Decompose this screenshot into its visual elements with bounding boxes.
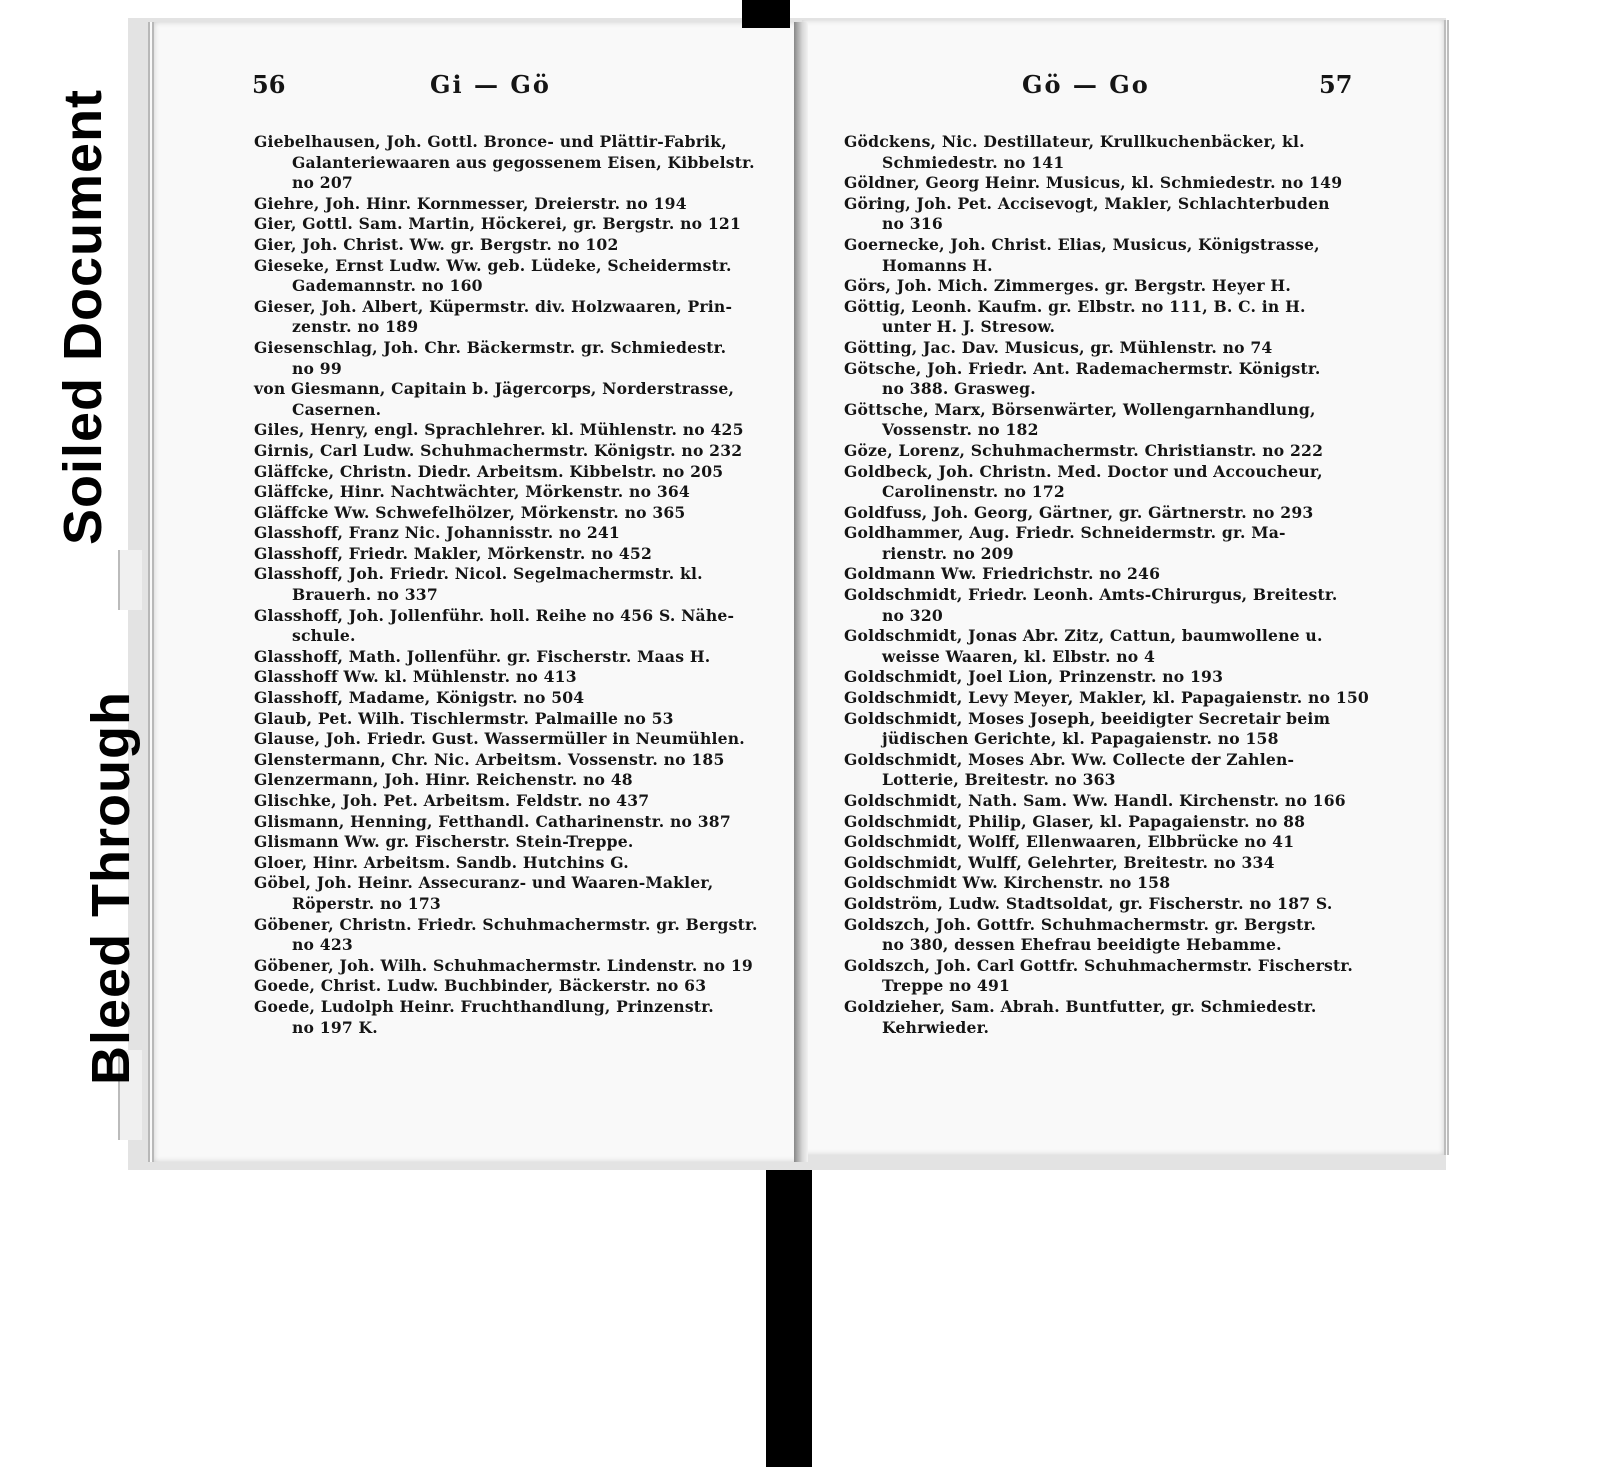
entry-line: Giebelhausen, Joh. Gottl. Bronce- und Plättir-Fabrik, <box>254 132 727 151</box>
directory-entry <box>844 441 1362 462</box>
entry-line: Gloer, Hinr. Arbeitsm. Sandb. Hutchins G. <box>254 852 629 872</box>
entry-line: Goldschmidt, Levy Meyer, Makler, kl. Papagaienstr. no 150 <box>844 688 1369 708</box>
directory-entry <box>844 564 1362 585</box>
bleed-through-stamp: Bleed Through <box>81 691 141 1085</box>
directory-entry <box>844 688 1369 709</box>
directory-entry <box>844 523 1362 564</box>
entry-line: Girnis, Carl Ludw. Schuhmachermstr. Königstr. no 232 <box>254 440 743 460</box>
directory-entry <box>254 441 760 462</box>
entry-line: Glenstermann, Chr. Nic. Arbeitsm. Vossenstr. no 185 <box>254 749 725 769</box>
entry-continuation: no 380, dessen Ehefrau beeidigte Hebamme. <box>882 935 1282 955</box>
directory-entry <box>254 194 760 215</box>
directory-entry <box>844 791 1362 812</box>
entry-line: Goldszch, Joh. Carl Gottfr. Schuhmachermstr. Fischerstr. <box>844 955 1354 975</box>
entry-line: Gläffcke Ww. Schwefelhölzer, Mörkenstr. no 365 <box>254 502 686 522</box>
soiled-document-stamp: Soiled Document <box>53 88 113 545</box>
entry-continuation: rienstr. no 209 <box>882 543 1014 563</box>
entry-continuation: Kehrwieder. <box>882 1017 990 1037</box>
directory-entry <box>844 359 1362 400</box>
entry-line: Goldbeck, Joh. Christn. Med. Doctor und Accoucheur, <box>844 461 1323 481</box>
directory-entry <box>254 482 760 503</box>
entry-line: Glasshoff, Math. Jollenführ. gr. Fischerstr. Maas H. <box>254 646 711 666</box>
entry-line: Glasshoff, Franz Nic. Johannisstr. no 241 <box>254 523 620 543</box>
directory-entry <box>844 853 1362 874</box>
directory-entry <box>254 667 760 688</box>
entry-continuation: Gademannstr. no 160 <box>292 276 483 296</box>
entry-continuation: unter H. J. Stresow. <box>882 317 1056 337</box>
directory-entry <box>254 873 760 914</box>
directory-entry <box>254 770 760 791</box>
entry-line: Goldschmidt, Wulff, Gelehrter, Breitestr. no 334 <box>844 852 1275 872</box>
entry-line: Goldschmidt, Friedr. Leonh. Amts-Chirurgus, Breitestr. <box>844 585 1338 605</box>
binding-tab-bottom <box>766 1170 812 1467</box>
directory-entry <box>844 173 1362 194</box>
entry-continuation: Casernen. <box>292 399 382 419</box>
entry-line: Göze, Lorenz, Schuhmachermstr. Christianstr. no 222 <box>844 440 1324 460</box>
directory-entry <box>254 420 760 441</box>
directory-entry <box>254 503 760 524</box>
directory-entry <box>844 894 1362 915</box>
entry-line: Göring, Joh. Pet. Accisevogt, Makler, Schlachterbuden <box>844 193 1330 213</box>
entry-line: Götsche, Joh. Friedr. Ant. Rademachermstr. Königstr. <box>844 358 1321 378</box>
directory-entry <box>254 729 760 750</box>
entry-line: Gödckens, Nic. Destillateur, Krullkuchenbäcker, kl. <box>844 132 1305 151</box>
directory-entry <box>254 853 760 874</box>
directory-entry <box>254 462 760 483</box>
entry-line: Glenzermann, Joh. Hinr. Reichenstr. no 48 <box>254 770 633 790</box>
directory-entry <box>254 832 760 853</box>
directory-entry <box>844 956 1362 997</box>
entry-continuation: Carolinenstr. no 172 <box>882 482 1065 502</box>
directory-entry <box>254 915 760 956</box>
directory-entry <box>844 194 1362 235</box>
directory-entry <box>844 812 1362 833</box>
entry-continuation: weisse Waaren, kl. Elbstr. no 4 <box>882 646 1156 666</box>
entry-continuation: jüdischen Gerichte, kl. Papagaienstr. no 158 <box>882 729 1279 749</box>
binding-tab-top <box>742 0 790 28</box>
entry-line: Goldhammer, Aug. Friedr. Schneidermstr. gr. Ma- <box>844 523 1286 543</box>
entry-continuation: Treppe no 491 <box>882 976 1011 996</box>
right-page-header <box>1022 70 1352 110</box>
entry-continuation: no 316 <box>882 214 943 234</box>
entry-continuation: no 423 <box>292 935 353 955</box>
directory-entry <box>254 709 760 730</box>
directory-entry <box>254 132 760 194</box>
entry-continuation: no 388. Grasweg. <box>882 379 1036 399</box>
entry-continuation: schule. <box>292 626 356 646</box>
entry-line: Goldschmidt, Jonas Abr. Zitz, Cattun, baumwollene u. <box>844 626 1323 646</box>
entry-line: Giesenschlag, Joh. Chr. Bäckermstr. gr. Schmiedestr. <box>254 337 727 357</box>
directory-entry <box>844 276 1362 297</box>
directory-entry <box>844 503 1362 524</box>
directory-entry <box>844 873 1362 894</box>
directory-entry <box>844 997 1362 1038</box>
directory-entry <box>254 379 760 420</box>
directory-entry <box>254 956 760 977</box>
directory-entry <box>254 297 760 338</box>
right-page-column <box>844 132 1369 1038</box>
entry-line: Glischke, Joh. Pet. Arbeitsm. Feldstr. no 437 <box>254 791 650 810</box>
left-page-range: Gi — Gö <box>430 70 551 99</box>
entry-line: Göttig, Leonh. Kaufm. gr. Elbstr. no 111, B. C. in H. <box>844 296 1306 316</box>
directory-entry <box>254 523 760 544</box>
entry-line: Giles, Henry, engl. Sprachlehrer. kl. Mühlenstr. no 425 <box>254 420 744 440</box>
entry-continuation: Schmiedestr. no 141 <box>882 152 1065 172</box>
directory-entry <box>254 564 760 605</box>
directory-entry <box>844 338 1362 359</box>
entry-line: Gier, Gottl. Sam. Martin, Höckerei, gr. Bergstr. no 121 <box>254 214 742 234</box>
entry-continuation: Lotterie, Breitestr. no 363 <box>882 770 1116 790</box>
left-page-number: 56 <box>252 70 286 99</box>
entry-line: Goldschmidt, Nath. Sam. Ww. Handl. Kirchenstr. no 166 <box>844 791 1346 810</box>
directory-entry <box>844 832 1362 853</box>
directory-entry <box>844 915 1362 956</box>
entry-line: Gläffcke, Christn. Diedr. Arbeitsm. Kibbelstr. no 205 <box>254 461 724 481</box>
entry-line: Goldschmidt, Joel Lion, Prinzenstr. no 193 <box>844 667 1224 687</box>
entry-line: Göbener, Christn. Friedr. Schuhmachermstr. gr. Bergstr. <box>254 914 758 934</box>
entry-line: Giehre, Joh. Hinr. Kornmesser, Dreierstr. no 194 <box>254 193 687 213</box>
entry-line: Goldszch, Joh. Gottfr. Schuhmachermstr. gr. Bergstr. <box>844 914 1317 934</box>
entry-line: Glasshoff, Friedr. Makler, Mörkenstr. no 452 <box>254 543 653 563</box>
entry-line: Goede, Ludolph Heinr. Fruchthandlung, Prinzenstr. <box>254 996 714 1016</box>
entry-line: Goldfuss, Joh. Georg, Gärtner, gr. Gärtnerstr. no 293 <box>844 502 1314 522</box>
directory-entry <box>254 812 760 833</box>
entry-line: Glasshoff, Joh. Friedr. Nicol. Segelmachermstr. kl. <box>254 564 703 584</box>
right-page-number: 57 <box>1319 70 1353 99</box>
directory-entry <box>844 750 1362 791</box>
entry-line: Göbel, Joh. Heinr. Assecuranz- und Waaren-Makler, <box>254 873 714 893</box>
entry-continuation: no 320 <box>882 605 943 625</box>
entry-line: Götting, Jac. Dav. Musicus, gr. Mühlenstr. no 74 <box>844 337 1273 357</box>
directory-entry <box>844 585 1362 626</box>
entry-line: von Giesmann, Capitain b. Jägercorps, Norderstrasse, <box>254 379 735 399</box>
entry-continuation: Homanns H. <box>882 255 993 275</box>
entry-continuation: Brauerh. no 337 <box>292 585 438 605</box>
entry-continuation: Galanteriewaaren aus gegossenem Eisen, Kibbelstr. <box>292 152 755 172</box>
page-edge-strip <box>118 550 142 610</box>
entry-line: Glasshoff, Madame, Königstr. no 504 <box>254 688 585 708</box>
entry-line: Goldmann Ww. Friedrichstr. no 246 <box>844 564 1161 584</box>
directory-entry <box>254 688 760 709</box>
entry-line: Gieser, Joh. Albert, Küpermstr. div. Holzwaaren, Prin- <box>254 296 733 316</box>
directory-entry <box>254 235 760 256</box>
entry-line: Goldström, Ludw. Stadtsoldat, gr. Fischerstr. no 187 S. <box>844 893 1333 913</box>
entry-line: Goldschmidt, Wolff, Ellenwaaren, Elbbrücke no 41 <box>844 832 1295 852</box>
entry-line: Göttsche, Marx, Börsenwärter, Wollengarnhandlung, <box>844 399 1316 419</box>
entry-line: Goldschmidt, Philip, Glaser, kl. Papagaienstr. no 88 <box>844 811 1306 831</box>
entry-continuation: Röperstr. no 173 <box>292 893 441 913</box>
entry-line: Goldschmidt, Moses Abr. Ww. Collecte der Zahlen- <box>844 749 1295 769</box>
entry-line: Goldschmidt, Moses Joseph, beeidigter Secretair beim <box>844 708 1331 728</box>
entry-line: Görs, Joh. Mich. Zimmerges. gr. Bergstr. Heyer H. <box>844 276 1291 296</box>
left-page-column <box>254 132 760 1038</box>
entry-line: Gieseke, Ernst Ludw. Ww. geb. Lüdeke, Scheidermstr. <box>254 255 732 275</box>
right-page-range: Gö — Go <box>1022 70 1150 99</box>
directory-entry <box>254 997 760 1038</box>
entry-line: Glause, Joh. Friedr. Gust. Wassermüller in Neumühlen. <box>254 729 745 749</box>
book-gutter <box>794 22 808 1162</box>
directory-entry <box>254 976 760 997</box>
directory-entry <box>844 626 1362 667</box>
entry-line: Glasshoff, Joh. Jollenführ. holl. Reihe no 456 S. Nähe- <box>254 605 735 625</box>
directory-entry <box>844 400 1362 441</box>
directory-entry <box>844 462 1362 503</box>
directory-entry <box>844 132 1362 173</box>
entry-continuation: no 207 <box>292 173 353 193</box>
entry-line: Goldzieher, Sam. Abrah. Buntfutter, gr. Schmiedestr. <box>844 996 1317 1016</box>
entry-line: Glismann Ww. gr. Fischerstr. Stein-Treppe. <box>254 832 634 852</box>
left-page-header <box>252 70 772 110</box>
entry-continuation: no 99 <box>292 358 342 378</box>
directory-entry <box>844 709 1362 750</box>
entry-line: Goldschmidt Ww. Kirchenstr. no 158 <box>844 873 1171 893</box>
directory-entry <box>254 256 760 297</box>
entry-continuation: zenstr. no 189 <box>292 317 419 337</box>
directory-entry <box>254 606 760 647</box>
entry-continuation: no 197 K. <box>292 1017 378 1037</box>
directory-entry <box>254 791 760 812</box>
directory-entry <box>254 647 760 668</box>
directory-entry <box>254 544 760 565</box>
entry-line: Glasshoff Ww. kl. Mühlenstr. no 413 <box>254 667 577 687</box>
entry-line: Gier, Joh. Christ. Ww. gr. Bergstr. no 102 <box>254 234 619 254</box>
directory-entry <box>844 297 1362 338</box>
directory-entry <box>844 235 1362 276</box>
entry-line: Glaub, Pet. Wilh. Tischlermstr. Palmaille no 53 <box>254 708 674 728</box>
entry-line: Glismann, Henning, Fetthandl. Catharinenstr. no 387 <box>254 811 731 831</box>
directory-entry <box>254 338 760 379</box>
entry-line: Goede, Christ. Ludw. Buchbinder, Bäckerstr. no 63 <box>254 976 707 996</box>
entry-line: Goernecke, Joh. Christ. Elias, Musicus, Königstrasse, <box>844 234 1320 254</box>
entry-line: Göbener, Joh. Wilh. Schuhmachermstr. Lindenstr. no 19 <box>254 955 753 975</box>
entry-continuation: Vossenstr. no 182 <box>882 420 1039 440</box>
directory-entry <box>254 750 760 771</box>
directory-entry <box>254 214 760 235</box>
entry-line: Göldner, Georg Heinr. Musicus, kl. Schmiedestr. no 149 <box>844 173 1343 193</box>
directory-entry <box>844 667 1362 688</box>
entry-line: Gläffcke, Hinr. Nachtwächter, Mörkenstr. no 364 <box>254 482 690 502</box>
